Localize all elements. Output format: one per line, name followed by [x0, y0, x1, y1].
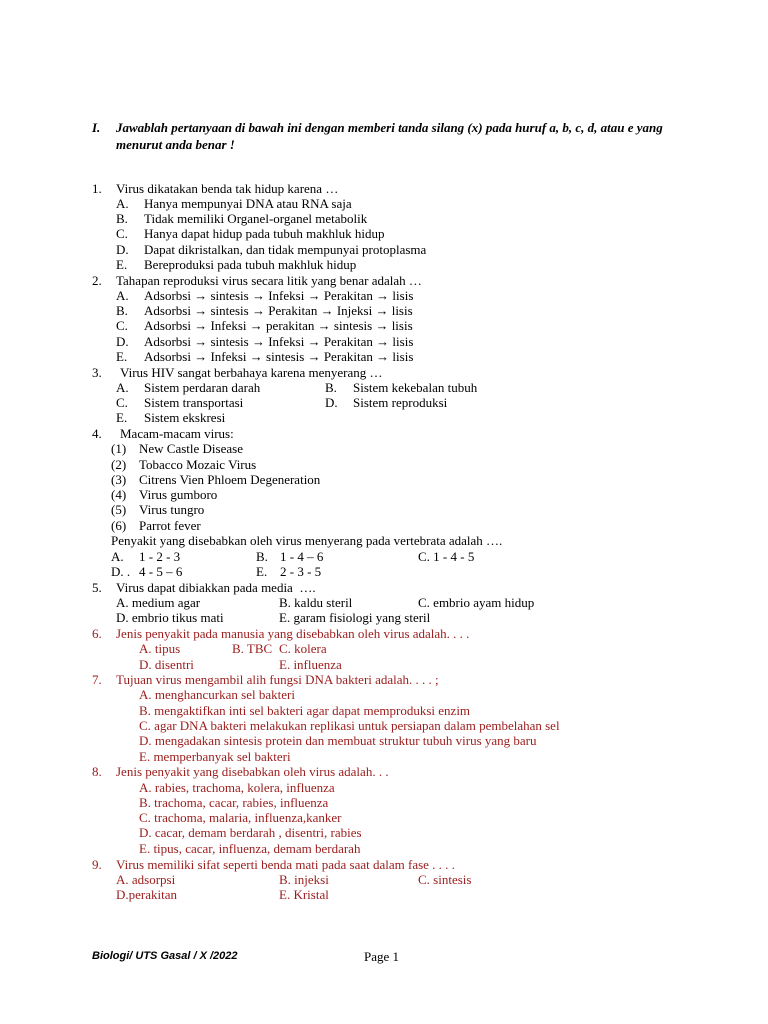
q9-number: 9. [92, 857, 102, 872]
footer-course-label: Biologi/ UTS Gasal / X /2022 [92, 950, 238, 962]
instruction-text: Jawablah pertanyaan di bawah ini dengan memberi tanda silang (x) pada huruf a, b, c, d, atau e yang menurut anda benar ! [116, 120, 663, 152]
q2-text: Tahapan reproduksi virus secara litik yang benar adalah … [116, 273, 422, 288]
q2-option-b: Adsorbsi → sintesis → Perakitan → Injeksi → lisis [144, 303, 413, 318]
q4-number: 4. [92, 426, 102, 441]
q7-option-c: C. agar DNA bakteri melakukan replikasi untuk persiapan dalam pembelahan sel [139, 718, 560, 733]
q3-option-b-letter: B. [325, 380, 337, 395]
q9-option-a: A. adsorpsi [116, 872, 176, 887]
q1-option-d: Dapat dikristalkan, dan tidak mempunyai protoplasma [144, 242, 427, 257]
q2-number: 2. [92, 273, 102, 288]
q1-option-a: Hanya mempunyai DNA atau RNA saja [144, 196, 352, 211]
q7-option-a: A. menghancurkan sel bakteri [139, 687, 295, 702]
q5-option-e: E. garam fisiologi yang steril [279, 610, 431, 625]
q4-item: Tobacco Mozaic Virus [139, 457, 257, 472]
q2-option-c: Adsorbsi → Infeksi → perakitan → sintesis → lisis [144, 318, 413, 333]
q4-option-b-letter: B. [256, 549, 268, 564]
q2-option-e: Adsorbsi → Infeksi → sintesis → Perakitan → lisis [144, 349, 414, 364]
q4-option-a: 1 - 2 - 3 [139, 549, 181, 564]
q1-option-a-letter: A. [116, 196, 129, 211]
q4-item-number: (2) [111, 457, 127, 472]
q4-option-c: C. 1 - 4 - 5 [418, 549, 475, 564]
q3-option-d: Sistem reproduksi [353, 395, 448, 410]
q4-item-number: (6) [111, 518, 127, 533]
q8-option-c: C. trachoma, malaria, influenza,kanker [139, 810, 342, 825]
q4-text: Macam-macam virus: [120, 426, 234, 441]
q9-option-e: E. Kristal [279, 887, 329, 902]
q3-option-a-letter: A. [116, 380, 129, 395]
q9-text: Virus memiliki sifat seperti benda mati pada saat dalam fase . . . . [116, 857, 455, 872]
footer-page-number: Page 1 [364, 949, 400, 964]
q5-text: Virus dapat dibiakkan pada media …. [116, 580, 316, 595]
q7-number: 7. [92, 672, 102, 687]
q2-option-d-letter: D. [116, 334, 129, 349]
q8-option-e: E. tipus, cacar, influenza, demam berdarah [139, 841, 361, 856]
q1-option-b: Tidak memiliki Organel-organel metabolik [144, 211, 368, 226]
q6-option-a: A. tipus [139, 641, 181, 656]
q4-item-number: (3) [111, 472, 127, 487]
q3-option-c-letter: C. [116, 395, 128, 410]
q8-text: Jenis penyakit yang disebabkan oleh virus adalah. . . [116, 764, 389, 779]
q2-option-a-letter: A. [116, 288, 129, 303]
q5-option-b: B. kaldu steril [279, 595, 353, 610]
q4-question: Penyakit yang disebabkan oleh virus menyerang pada vertebrata adalah …. [111, 533, 503, 548]
q6-number: 6. [92, 626, 102, 641]
q1-option-c-letter: C. [116, 226, 128, 241]
q4-item-number: (5) [111, 502, 127, 517]
q7-option-b: B. mengaktifkan inti sel bakteri agar dapat memproduksi enzim [139, 703, 471, 718]
q8-option-b: B. trachoma, cacar, rabies, influenza [139, 795, 329, 810]
instruction-number: I. [92, 120, 101, 135]
q4-option-a-letter: A. [111, 549, 124, 564]
q8-number: 8. [92, 764, 102, 779]
q1-text: Virus dikatakan benda tak hidup karena … [116, 181, 339, 196]
q1-option-d-letter: D. [116, 242, 129, 257]
q8-option-a: A. rabies, trachoma, kolera, influenza [139, 780, 335, 795]
q8-option-d: D. cacar, demam berdarah , disentri, rabies [139, 825, 362, 840]
q4-item: New Castle Disease [139, 441, 243, 456]
q6-option-c: C. kolera [279, 641, 327, 656]
q3-text: Virus HIV sangat berbahaya karena menyerang … [120, 365, 383, 380]
q1-option-c: Hanya dapat hidup pada tubuh makhluk hidup [144, 226, 385, 241]
q3-option-b: Sistem kekebalan tubuh [353, 380, 478, 395]
q4-option-b: 1 - 4 – 6 [280, 549, 324, 564]
q1-option-b-letter: B. [116, 211, 128, 226]
q4-item: Virus gumboro [139, 487, 218, 502]
q2-option-a: Adsorbsi → sintesis → Infeksi → Perakitan → lisis [144, 288, 414, 303]
q5-option-d: D. embrio tikus mati [116, 610, 224, 625]
q9-option-c: C. sintesis [418, 872, 472, 887]
q2-option-e-letter: E. [116, 349, 128, 364]
q1-option-e: Bereproduksi pada tubuh makhluk hidup [144, 257, 357, 272]
q5-option-a: A. medium agar [116, 595, 201, 610]
q9-option-b: B. injeksi [279, 872, 329, 887]
q3-option-a: Sistem perdaran darah [144, 380, 261, 395]
q3-number: 3. [92, 365, 102, 380]
q4-option-d: 4 - 5 – 6 [139, 564, 183, 579]
q9-option-d: D.perakitan [116, 887, 178, 902]
q4-option-d-letter: D. . [111, 564, 131, 579]
q7-option-e: E. memperbanyak sel bakteri [139, 749, 291, 764]
q4-item: Virus tungro [139, 502, 205, 517]
q4-item-number: (1) [111, 441, 127, 456]
q3-option-c: Sistem transportasi [144, 395, 244, 410]
q5-number: 5. [92, 580, 102, 595]
q2-option-c-letter: C. [116, 318, 128, 333]
q2-option-d: Adsorbsi → sintesis → Infeksi → Perakitan → lisis [144, 334, 414, 349]
q3-option-e-letter: E. [116, 410, 128, 425]
q4-item: Citrens Vien Phloem Degeneration [139, 472, 321, 487]
q4-item: Parrot fever [139, 518, 201, 533]
q4-item-number: (4) [111, 487, 127, 502]
q3-option-e: Sistem ekskresi [144, 410, 226, 425]
q7-option-d: D. mengadakan sintesis protein dan membuat struktur tubuh virus yang baru [139, 733, 537, 748]
q1-option-e-letter: E. [116, 257, 128, 272]
q1-number: 1. [92, 181, 102, 196]
q2-option-b-letter: B. [116, 303, 128, 318]
q4-option-e: 2 - 3 - 5 [280, 564, 322, 579]
q6-option-d: D. disentri [139, 657, 194, 672]
q6-option-e: E. influenza [279, 657, 342, 672]
q3-option-d-letter: D. [325, 395, 338, 410]
q6-option-b: B. TBC [232, 641, 273, 656]
q6-text: Jenis penyakit pada manusia yang disebabkan oleh virus adalah. . . . [116, 626, 470, 641]
q7-text: Tujuan virus mengambil alih fungsi DNA bakteri adalah. . . . ; [116, 672, 439, 687]
q4-option-e-letter: E. [256, 564, 268, 579]
q5-option-c: C. embrio ayam hidup [418, 595, 535, 610]
